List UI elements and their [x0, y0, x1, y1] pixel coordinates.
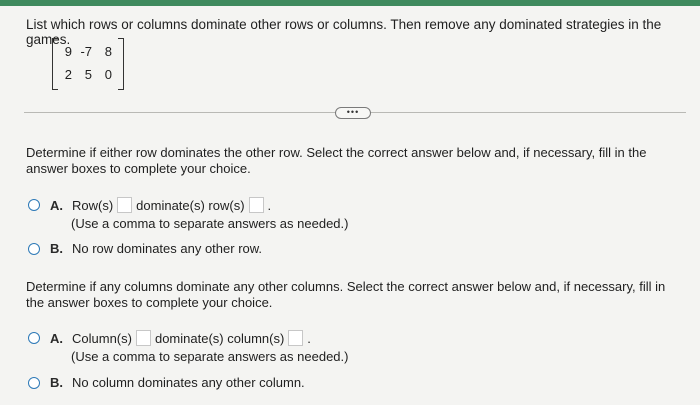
column-option-b[interactable] — [28, 375, 305, 390]
row-option-a-post: . — [267, 197, 272, 213]
matrix-cell-r2c3: 0 — [104, 67, 112, 82]
matrix-cell-r1c1: 9 — [64, 44, 72, 59]
row-dominance-instruction: Determine if either row dominates the other row. Select the correct answer below and, if necessary, fill in the answer boxes to complete your choice. — [26, 145, 647, 176]
matrix-cell-r2c1: 2 — [64, 67, 72, 82]
more-options-button[interactable]: ••• — [335, 107, 371, 119]
column-option-a-pre: Column(s) — [72, 330, 132, 346]
row-option-a-letter: A. — [50, 197, 63, 213]
dominated-column-input[interactable] — [288, 330, 303, 346]
dominated-row-input[interactable] — [249, 197, 264, 213]
dominating-row-input[interactable] — [117, 197, 132, 213]
row-option-a-mid: dominate(s) row(s) — [136, 197, 245, 213]
row-option-a[interactable] — [28, 197, 271, 213]
row-option-b-radio[interactable] — [28, 243, 40, 255]
column-option-a-letter: A. — [50, 330, 63, 346]
column-option-b-radio[interactable] — [28, 377, 40, 389]
row-option-b[interactable] — [28, 241, 262, 256]
row-option-a-pre: Row(s) — [72, 197, 114, 213]
top-accent-bar — [0, 0, 700, 6]
column-option-b-text: No column dominates any other column. — [72, 375, 305, 390]
row-option-b-letter: B. — [50, 241, 63, 256]
question-title: List which rows or columns dominate other rows or columns. Then remove any dominated strategies in the games. — [26, 17, 662, 47]
matrix-cell-r1c2: -7 — [80, 44, 92, 59]
row-option-a-radio[interactable] — [28, 199, 40, 211]
column-option-a-post: . — [307, 330, 311, 346]
payoff-matrix — [52, 38, 124, 88]
matrix-cell-r2c2: 5 — [84, 67, 92, 82]
column-option-b-letter: B. — [50, 375, 63, 390]
column-dominance-instruction: Determine if any columns dominate any other columns. Select the correct answer below and, if necessary, fill in the answer boxes to complete your choice. — [26, 279, 666, 310]
column-option-a-note: (Use a comma to separate answers as needed.) — [71, 349, 349, 364]
dominating-column-input[interactable] — [136, 330, 151, 346]
matrix-right-bracket — [118, 38, 124, 90]
column-option-a[interactable] — [28, 330, 311, 346]
column-option-a-mid: dominate(s) column(s) — [154, 330, 285, 346]
row-option-b-text: No row dominates any other row. — [72, 241, 263, 256]
matrix-cell-r1c3: 8 — [104, 44, 112, 59]
row-option-a-note: (Use a comma to separate answers as needed.) — [71, 216, 349, 231]
column-option-a-radio[interactable] — [28, 332, 40, 344]
